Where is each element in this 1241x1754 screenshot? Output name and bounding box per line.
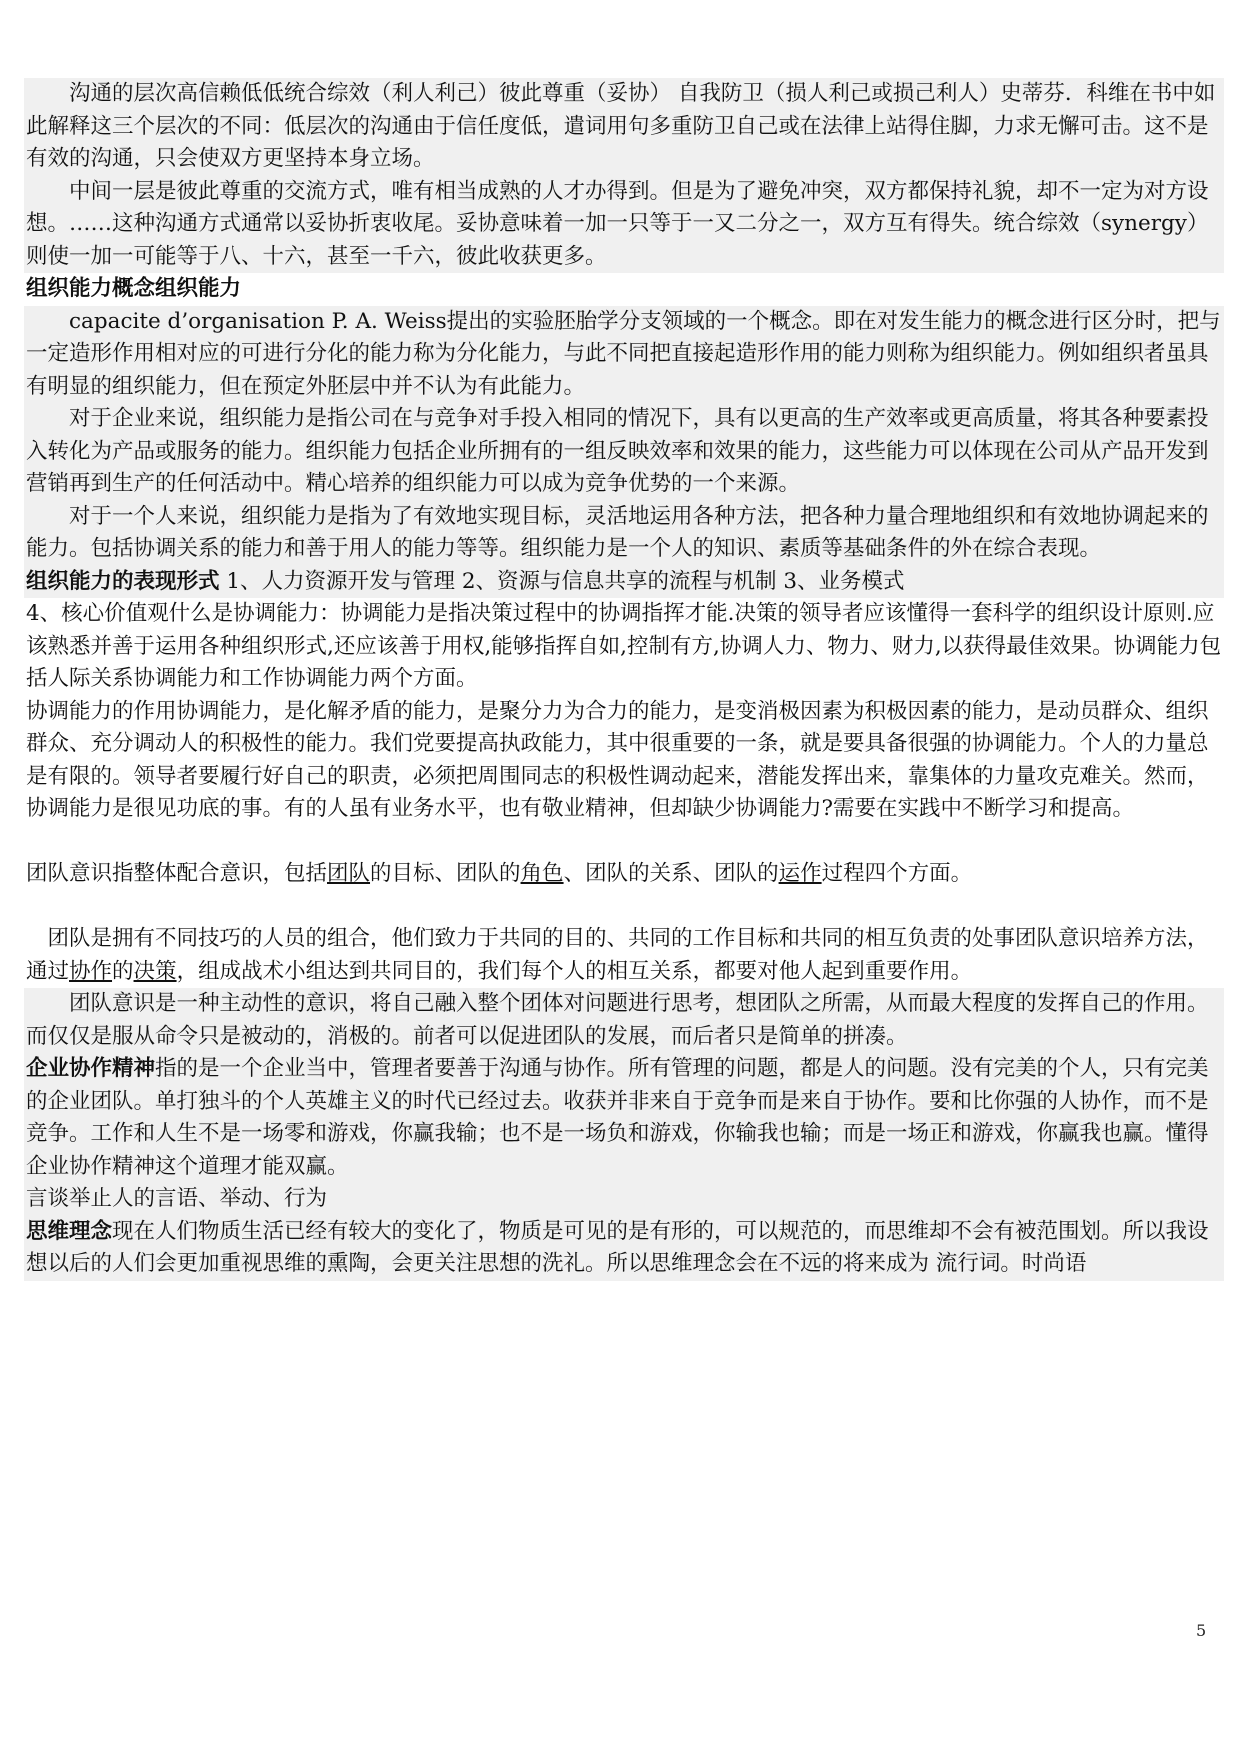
heading-organizational-ability: 组织能力概念组织能力 (26, 276, 242, 301)
paragraph-manners: 言谈举止人的言语、举动、行为 (24, 1183, 1224, 1216)
heading-forms: 组织能力的表现形式 (26, 568, 220, 594)
text-span: 团队意识指整体配合意识，包括 (26, 861, 328, 886)
page-number: 5 (1196, 1621, 1207, 1640)
paragraph-middle-level: 中间一层是彼此尊重的交流方式，唯有相当成熟的人才办得到。但是为了避免冲突，双方都保持礼貌，却不一定为对方设想。……这种沟通方式通常以妥协折衷收尾。妥协意味着一加一只等于一又二分之一，双方互有得失。统合综效（synergy）则使一加一可能等于八、十六，甚至一千六，彼此收获更多。 (24, 176, 1224, 274)
text-span: 指的是一个企业当中，管理者要善于沟通与协作。所有管理的问题，都是人的问题。没有完美的个人，只有完美的企业团队。单打独斗的个人英雄主义的时代已经过去。收获并非来自于竞争而是来自于协作。要和比你强的人协作，而不是竞争。工作和人生不是一场零和游戏，你赢我输；也不是一场负和游戏，你输我也输；而是一场正和游戏，你赢我也赢。懂得企业协作精神这个道理才能双赢。 (26, 1056, 1209, 1179)
link-operation[interactable]: 运作 (778, 861, 822, 886)
paragraph-enterprise-ability: 对于企业来说，组织能力是指公司在与竞争对手投入相同的情况下，具有以更高的生产效率或更高质量，将其各种要素投入转化为产品或服务的能力。组织能力包括企业所拥有的一组反映效率和效果的能力，这些能力可以体现在公司从产品开发到营销再到生产的任何活动中。精心培养的组织能力可以成为竞争优势的一个来源。 (24, 403, 1224, 501)
paragraph-team-consciousness: 团队意识是一种主动性的意识，将自己融入整个团体对问题进行思考，想团队之所需，从而最大程度的发挥自己的作用。而仅仅是服从命令只是被动的，消极的。前者可以促进团队的发展，而后者只是简单的拼凑。 (24, 988, 1224, 1053)
forms-list: 1、人力资源开发与管理 2、资源与信息共享的流程与机制 3、业务模式 (219, 568, 905, 594)
text-span: 的目标、团队的 (370, 861, 521, 886)
text-span: 现在人们物质生活已经有较大的变化了，物质是可见的是有形的，可以规范的，而思维却不会有被范围划。所以我设想以后的人们会更加重视思维的熏陶，会更关注思想的洗礼。所以思维理念会在不远的将来成为 流行词。时尚语 (26, 1218, 1209, 1276)
paragraph-coordination-role: 协调能力的作用协调能力，是化解矛盾的能力，是聚分力为合力的能力，是变消极因素为积极因素的能力，是动员群众、组织群众、充分调动人的积极性的能力。我们党要提高执政能力，其中很重要的一条，就是要具备很强的协调能力。个人的力量总是有限的。领导者要履行好自己的职责，必须把周围同志的积极性调动起来，潜能发挥出来，靠集体的力量攻克难关。然而，协调能力是很见功底的事。有的人虽有业务水平，也有敬业精神，但却缺少协调能力?需要在实践中不断学习和提高。 (26, 698, 1209, 821)
link-decision[interactable]: 决策 (133, 958, 177, 984)
link-cooperation[interactable]: 协作 (69, 958, 113, 984)
text-span: 过程四个方面。 (821, 861, 973, 886)
paragraph-team-definition (24, 923, 1224, 988)
text-span: 团队是拥有不同技巧的人员的组合，他们致力于共同的目的、共同的工作目标和共同的相互负责的处事团队意识培养方法，通过 (26, 926, 1209, 984)
paragraph-thinking-concept (24, 1216, 1224, 1281)
paragraph-team-awareness (24, 858, 1224, 891)
paragraph-weiss-definition: capacite d’organisation P. A. Weiss提出的实验胚胎学分支领域的一个概念。即在对发生能力的概念进行区分时，把与一定造形作用相对应的可进行分化的能力称为分化能力，与此不同把直接起造形作用的能力则称为组织能力。例如组织者虽具有明显的组织能力，但在预定外胚层中并不认为有此能力。 (24, 306, 1224, 404)
text-span: ，组成战术小组达到共同目的，我们每个人的相互关系，都要对他人起到重要作用。 (176, 958, 973, 984)
paragraph-personal-ability: 对于一个人来说，组织能力是指为了有效地实现目标，灵活地运用各种方法，把各种力量合理地组织和有效地协调起来的能力。包括协调关系的能力和善于用人的能力等等。组织能力是一个人的知识、素质等基础条件的外在综合表现。 (24, 501, 1224, 566)
paragraph-cooperation-spirit (24, 1053, 1224, 1183)
blank-line (24, 891, 1224, 924)
text-span: 的 (112, 958, 134, 984)
paragraph-forms-of-ability (24, 566, 1224, 599)
heading-thinking-concept: 思维理念 (26, 1218, 113, 1244)
paragraph-communication-levels: 沟通的层次高信赖低低统合综效（利人利己）彼此尊重（妥协） 自我防卫（损人利己或损己利人）史蒂芬．科维在书中如此解释这三个层次的不同：低层次的沟通由于信任度低，遣词用句多重防卫自己或在法律上站得住脚，力求无懈可击。这不是有效的沟通，只会使双方更坚持本身立场。 (24, 78, 1224, 176)
link-team[interactable]: 团队 (327, 861, 371, 886)
paragraph-coordination-ability: 4、核心价值观什么是协调能力：协调能力是指决策过程中的协调指挥才能.决策的领导者应该懂得一套科学的组织设计原则.应该熟悉并善于运用各种组织形式,还应该善于用权,能够指挥自如,控制有方,协调人力、物力、财力,以获得最佳效果。协调能力包括人际关系协调能力和工作协调能力两个方面。 (26, 601, 1222, 691)
text-span: 、团队的关系、团队的 (563, 861, 779, 886)
blank-line (24, 826, 1224, 859)
heading-cooperation-spirit: 企业协作精神 (26, 1056, 156, 1081)
link-role[interactable]: 角色 (520, 861, 564, 886)
document-body (24, 78, 1224, 1281)
